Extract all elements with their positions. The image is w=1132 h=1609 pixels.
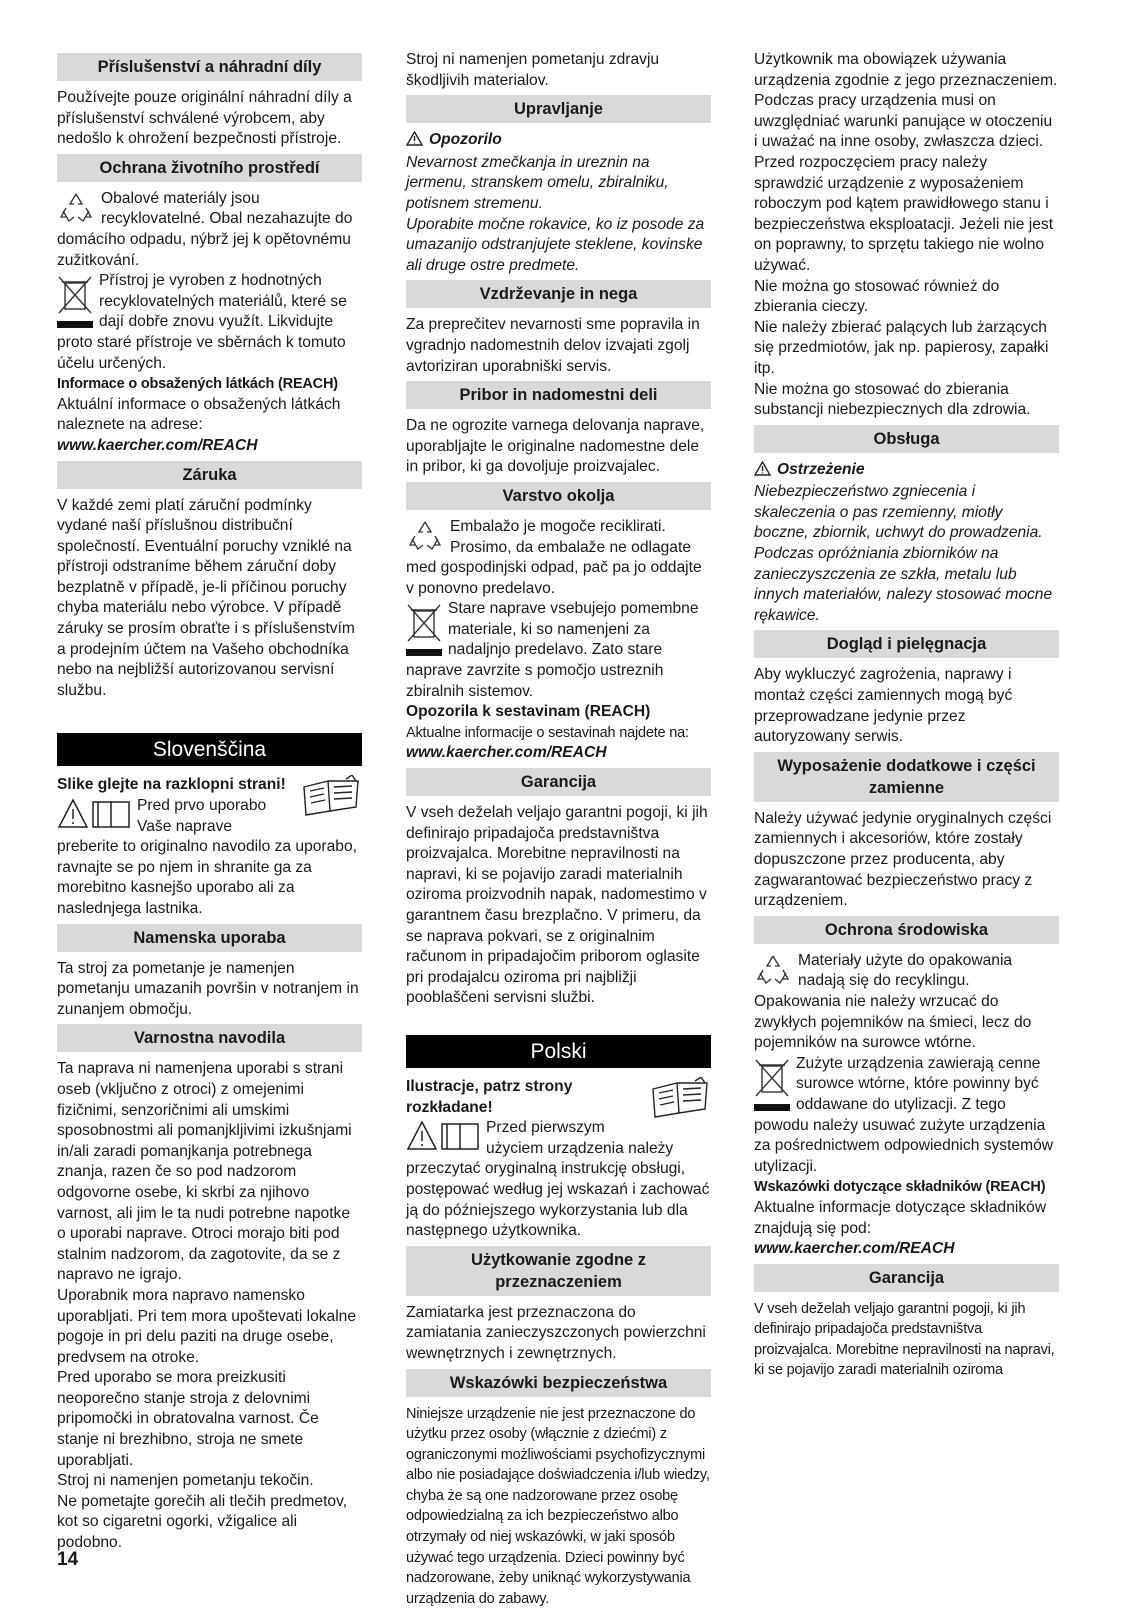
- safety-p5-sl: Ne pometajte gorečih ali tlečih predmetov, kot so cigaretni ogorki, vžigalice ali podobno.: [57, 1492, 362, 1554]
- accessories-text-sl: Da ne ogrozite varnega delovanja naprave, uporabljajte le originalne nadomestne dele in pribor, ki ga dovoljuje proizvajalec.: [406, 416, 711, 478]
- section-heading-accessories-cz: Příslušenství a náhradní díly: [57, 53, 362, 81]
- intended-text-sl: Ta stroj za pometanje je namenjen pometanju umazanih površin v notranjem in zunanjem območju.: [57, 959, 362, 1021]
- warranty-text-sl: V vseh deželah veljajo garantni pogoji, ki jih definirajo pripadajoča predstavništva proizvajalca. Morebitne nepravilnosti na napravi, ki se pojavijo zaradi materialnih oziroma proizvodnih napak, nadomestimo v garantnem času brezplačno. V primeru, da se naprava pokvari, se z originalnim računom in pripadajočim priborom oglasite pri prodajalcu oziroma pri najbližji pooblaščeni servisni službi.: [406, 803, 711, 1009]
- warning-manual-icon: [406, 1120, 480, 1152]
- safety-p3-sl: Pred uporabo se mora preizkusiti neoporečno stanje stroja z delovnimi pripomočki in obratovalna varnost. Če stanje ni brezhibno, stroja ne smete uporabljati.: [57, 1368, 362, 1471]
- env-text2-cz: Přístroj je vyroben z hodnotných recyklovatelných materiálů, které se dají dobře znovu využít. Likvidujte proto staré přístroje ve sběrnách k tomuto účelu určených.: [57, 271, 362, 374]
- warning-text2-sl: Uporabite močne rokavice, ko iz posode za umazanijo odstranjujete steklene, kovinske ali druge ostre predmete.: [406, 215, 711, 277]
- language-heading-sl: Slovenščina: [57, 733, 362, 766]
- crossed-bin-icon: [754, 1056, 790, 1114]
- section-heading-intended-sl: Namenska uporaba: [57, 924, 362, 952]
- section-heading-accessories-pl: Wyposażenie dodatkowe i części zamienne: [754, 752, 1059, 802]
- section-heading-environment-sl: Varstvo okolja: [406, 482, 711, 510]
- safety-p6-pl: Nie można go stosować do zbierania substancji niebezpiecznych dla zdrowia.: [754, 380, 1059, 421]
- section-heading-maintenance-sl: Vzdrževanje in nega: [406, 280, 711, 308]
- recycle-icon: [754, 953, 792, 987]
- section-heading-warranty-pl: Garancija: [754, 1264, 1059, 1292]
- intro-text-pl: Przed pierwszym użyciem urządzenia należy przeczytać oryginalną instrukcję obsługi, postępować według jej wskazań i zachować ją do późniejszego wykorzystania lub dla następnego użytkownika.: [406, 1118, 711, 1242]
- warning-title-text-pl: Ostrzeżenie: [777, 461, 865, 478]
- section-heading-warranty-cz: Záruka: [57, 461, 362, 489]
- safety-p1-pl: Niniejsze urządzenie nie jest przeznaczone do użytku przez osoby (włącznie z dziećmi) z ograniczonymi możliwościami psychofizycznymi albo nie posiadające doświadczenia i/lub wiedzy, chyba że są one nadzorowane przez osobę odpowiedzialną za ich bezpieczeństwo albo otrzymały od niej wskazówki, w jaki sposób używać tego urządzenia. Dzieci powinny być nadzorowane, żeby uniknąć wykorzystywania urządzenia do zabawy.: [406, 1404, 711, 1609]
- section-heading-safety-pl: Wskazówki bezpieczeństwa: [406, 1369, 711, 1397]
- section-heading-maintenance-pl: Dogląd i pielęgnacja: [754, 630, 1059, 658]
- section-heading-accessories-sl: Pribor in nadomestni deli: [406, 381, 711, 409]
- reach-text-sl: Aktualne informacije o sestavinah najdete na:: [406, 723, 711, 744]
- section-heading-environment-pl: Ochrona środowiska: [754, 916, 1059, 944]
- page-number: 14: [57, 1549, 78, 1571]
- reach-link-pl[interactable]: www.kaercher.com/REACH: [754, 1239, 1059, 1260]
- language-heading-pl: Polski: [406, 1035, 711, 1068]
- warning-text2-pl: Podczas opróżniania zbiorników na zanieczyszczenia ze szkła, metalu lub innych materiałów, nalezy stosować mocne rękawice.: [754, 544, 1059, 626]
- reach-title-sl: Opozorila k sestavinam (REACH): [406, 702, 711, 723]
- reach-text-cz: Aktuální informace o obsažených látkách naleznete na adrese:: [57, 395, 362, 436]
- recycle-icon: [57, 191, 95, 225]
- reach-title-pl: Wskazówki dotyczące składników (REACH): [754, 1177, 1059, 1198]
- images-note-sl: Slike glejte na razklopni strani!: [57, 775, 362, 796]
- reach-link-sl[interactable]: www.kaercher.com/REACH: [406, 743, 711, 764]
- env-text2-sl: Stare naprave vsebujejo pomembne materiale, ki so namenjeni za nadaljnjo predelavo. Zato stare naprave zavrzite s pomočjo ustreznih zbiralnih sistemov.: [406, 599, 711, 702]
- warranty-text-pl: V vseh deželah veljajo garantni pogoji, ki jih definirajo pripadajoča predstavništva proizvajalca. Morebitne nepravilnosti na napravi, ki se pojavijo zaradi materialnih oziroma: [754, 1299, 1059, 1381]
- safety-p6-sl: Stroj ni namenjen pometanju zdravju škodljivih materialov.: [406, 50, 711, 91]
- intro-text-sl: Pred prvo uporabo Vaše naprave preberite to originalno navodilo za uporabo, ravnajte se po njem in shranite ga za morebitno kasnejšo uporabo ali za naslednjega lastnika.: [57, 796, 362, 920]
- warranty-text-cz: V každé zemi platí záruční podmínky vydané naší příslušnou distribuční společností. Eventuální poruchy vzniklé na přístroji odstraníme během záruční doby bezplatně v případě, je-li příčinou poruchy chyba materiálu nebo výrobce. V případě záruky se prosím obraťte i s příslušenstvím a prodejním účtem na Vašeho obchodníka nebo na nejbližší autorizovanou servisní službu.: [57, 496, 362, 702]
- crossed-bin-icon: [57, 273, 93, 331]
- safety-p1-sl: Ta naprava ni namenjena uporabi s strani oseb (vključno z otroci) z omejenimi fizičnimi, senzoričnimi ali umskimi sposobnostmi ali pomanjkljivimi izkušnjami in/ali zaradi pomanjkanja potrebnega znanja, razen če so pod nadzorom odgovorne osebe, ki skrbi za njihovo varnost, ali jim le ta nudi potrebne napotke o uporabi naprave. Otroci morajo biti pod stalnim nadzorom, da zagotovite, da se z napravo ne igrajo.: [57, 1059, 362, 1286]
- open-book-icon: [649, 1077, 711, 1119]
- warning-title-text-sl: Opozorilo: [429, 131, 502, 148]
- reach-title-cz: Informace o obsažených látkách (REACH): [57, 374, 362, 395]
- safety-p3-pl: Przed rozpoczęciem pracy należy sprawdzić urządzenie z wyposażeniem roboczym pod kątem prawidłowego stanu i bezpieczeństwa eksploatacji. Jeżeli nie jest on poprawny, to sprzętu takiego nie wolno używać.: [754, 153, 1059, 277]
- images-note-pl: Ilustracje, patrz strony rozkładane!: [406, 1077, 711, 1118]
- warning-text1-pl: Niebezpieczeństwo zgniecenia i skaleczenia o pas rzemienny, miotły boczne, zbiornik, uchwyt do prowadzenia.: [754, 482, 1059, 544]
- section-heading-warranty-sl: Garancija: [406, 768, 711, 796]
- warning-title-pl: [754, 460, 1059, 483]
- warning-manual-icon: [57, 798, 131, 830]
- open-book-icon: [300, 775, 362, 817]
- crossed-bin-icon: [406, 601, 442, 659]
- maintenance-text-pl: Aby wykluczyć zagrożenia, naprawy i montaż części zamiennych mogą być przeprowadzane jedynie przez autoryzowany serwis.: [754, 665, 1059, 747]
- env-text1-sl: Embalažo je mogoče reciklirati. Prosimo, da embalaže ne odlagate med gospodinjski odpad, pač pa jo oddajte v ponovno predelavo.: [406, 517, 711, 599]
- reach-text-pl: Aktualne informacje dotyczące składników znajdują się pod:: [754, 1198, 1059, 1239]
- intended-text-pl: Zamiatarka jest przeznaczona do zamiatania zanieczyszczonych powierzchni wewnętrznych i zewnętrznych.: [406, 1303, 711, 1365]
- section-heading-operation-pl: Obsługa: [754, 425, 1059, 453]
- warning-icon: [754, 461, 771, 483]
- column-1: [57, 50, 362, 1554]
- env-text1-cz: Obalové materiály jsou recyklovatelné. Obal nezahazujte do domácího odpadu, nýbrž jej k opětovnému zužitkování.: [57, 189, 362, 271]
- safety-p5-pl: Nie należy zbierać palących lub żarzących się przedmiotów, jak np. papierosy, zapałki itp.: [754, 318, 1059, 380]
- section-heading-safety-sl: Varnostna navodila: [57, 1024, 362, 1052]
- safety-p4-pl: Nie można go stosować również do zbierania cieczy.: [754, 277, 1059, 318]
- column-2: [406, 50, 711, 1609]
- recycle-icon: [406, 519, 444, 553]
- section-heading-environment-cz: Ochrana životního prostředí: [57, 154, 362, 182]
- accessories-text-cz: Používejte pouze originální náhradní díly a příslušenství schválené výrobcem, aby nedošlo k ohrožení bezpečnosti přístroje.: [57, 88, 362, 150]
- reach-link-cz[interactable]: www.kaercher.com/REACH: [57, 436, 362, 457]
- accessories-text-pl: Należy używać jedynie oryginalnych części zamiennych i akcesoriów, które zostały dopuszczone przez producenta, aby zagwarantować bezpieczeństwo pracy z urządzeniem.: [754, 809, 1059, 912]
- env-text2-pl: Zużyte urządzenia zawierają cenne surowce wtórne, które powinny być oddawane do utylizacji. Z tego powodu należy usuwać zużyte urządzenia za pośrednictwem odpowiednich systemów utylizacji.: [754, 1054, 1059, 1178]
- column-3: [754, 50, 1059, 1381]
- warning-title-sl: [406, 130, 711, 153]
- section-heading-intended-pl: Użytkowanie zgodne z przeznaczeniem: [406, 1246, 711, 1296]
- warning-text1-sl: Nevarnost zmečkanja in ureznin na jermenu, stranskem omelu, zbiralniku, potisnem stremenu.: [406, 153, 711, 215]
- safety-p2-sl: Uporabnik mora napravo namensko uporabljati. Pri tem mora upoštevati lokalne pogoje in pri delu paziti na druge osebe, predvsem na otroke.: [57, 1286, 362, 1368]
- warning-icon: [406, 131, 423, 153]
- section-heading-operation-sl: Upravljanje: [406, 95, 711, 123]
- maintenance-text-sl: Za preprečitev nevarnosti sme popravila in vgradnjo nadomestnih delov izvajati zgolj avtoriziran uporabniški servis.: [406, 315, 711, 377]
- safety-p2-pl: Użytkownik ma obowiązek używania urządzenia zgodnie z jego przeznaczeniem. Podczas pracy urządzenia musi on uwzględniać warunki panujące w otoczeniu i uważać na inne osoby, zwłaszcza dzieci.: [754, 50, 1059, 153]
- safety-p4-sl: Stroj ni namenjen pometanju tekočin.: [57, 1471, 362, 1492]
- env-text1-pl: Materiały użyte do opakowania nadają się do recyklingu. Opakowania nie należy wrzucać do zwykłych pojemników na śmieci, lecz do pojemników na surowce wtórne.: [754, 951, 1059, 1054]
